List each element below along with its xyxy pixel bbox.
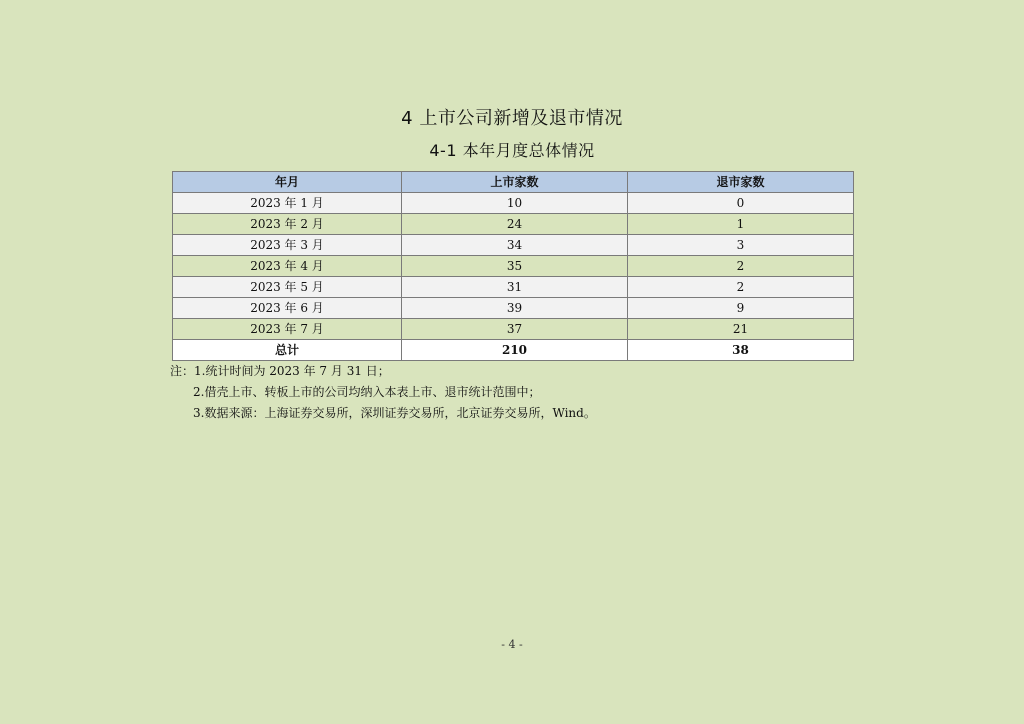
cell-listings: 31 — [402, 277, 628, 298]
cell-delistings: 2 — [628, 277, 854, 298]
cell-month: 2023 年 1 月 — [173, 193, 402, 214]
table-row — [173, 319, 854, 340]
cell-total-label: 总计 — [173, 340, 402, 361]
cell-month: 2023 年 6 月 — [173, 298, 402, 319]
section-title: 4 上市公司新增及退市情况 — [401, 108, 623, 129]
cell-delistings: 2 — [628, 256, 854, 277]
table-row — [173, 298, 854, 319]
note-line: 2.借壳上市、转板上市的公司均纳入本表上市、退市统计范围中； — [193, 385, 541, 399]
table-notes — [170, 361, 596, 424]
table-total-row — [173, 340, 854, 361]
table-row — [173, 214, 854, 235]
cell-month: 2023 年 2 月 — [173, 214, 402, 235]
cell-listings: 39 — [402, 298, 628, 319]
cell-listings: 10 — [402, 193, 628, 214]
cell-month: 2023 年 7 月 — [173, 319, 402, 340]
monthly-listing-table — [172, 171, 854, 361]
page-number: - 4 - — [501, 638, 523, 651]
cell-total-delistings: 38 — [628, 340, 854, 361]
cell-listings: 24 — [402, 214, 628, 235]
cell-delistings: 1 — [628, 214, 854, 235]
cell-listings: 35 — [402, 256, 628, 277]
table-row — [173, 277, 854, 298]
cell-listings: 34 — [402, 235, 628, 256]
header-listings: 上市家数 — [402, 172, 628, 193]
cell-listings: 37 — [402, 319, 628, 340]
table-row — [173, 193, 854, 214]
cell-total-listings: 210 — [402, 340, 628, 361]
table-header-row — [173, 172, 854, 193]
cell-delistings: 3 — [628, 235, 854, 256]
header-month: 年月 — [173, 172, 402, 193]
cell-month: 2023 年 5 月 — [173, 277, 402, 298]
cell-delistings: 9 — [628, 298, 854, 319]
cell-month: 2023 年 3 月 — [173, 235, 402, 256]
header-delistings: 退市家数 — [628, 172, 854, 193]
cell-month: 2023 年 4 月 — [173, 256, 402, 277]
cell-delistings: 21 — [628, 319, 854, 340]
cell-delistings: 0 — [628, 193, 854, 214]
note-line: 3.数据来源：上海证券交易所，深圳证券交易所，北京证券交易所，Wind。 — [193, 406, 596, 420]
table-row — [173, 235, 854, 256]
table-row — [173, 256, 854, 277]
table-title: 4-1 本年月度总体情况 — [429, 141, 595, 160]
note-line: 注：1.统计时间为 2023 年 7 月 31 日； — [170, 364, 390, 378]
